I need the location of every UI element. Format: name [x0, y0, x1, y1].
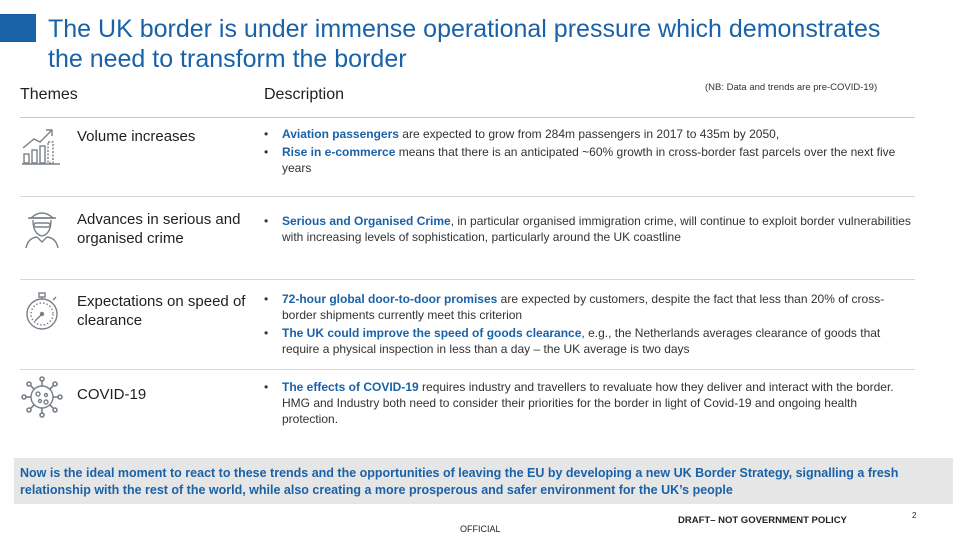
row-divider [20, 279, 915, 280]
virus-icon [20, 375, 64, 419]
row-divider [20, 369, 915, 370]
theme-label: COVID-19 [77, 386, 147, 403]
description-block [264, 126, 914, 178]
masked-person-icon [20, 206, 64, 250]
bullet-item: • 72-hour global door-to-door promises are expected by customers, despite the fact that less than 20% of cross-border shipments currently meet this criterion [264, 292, 885, 322]
bullet-item: • The UK could improve the speed of goods clearance, e.g., the Netherlands averages clearance of goods that require a physical inspection in less than a day – the UK average is two days [264, 326, 881, 356]
pre-covid-note: (NB: Data and trends are pre-COVID-19) [705, 82, 878, 93]
key-message-text: Now is the ideal moment to react to these trends and the opportunities of leaving the EU by developing a new UK Border Strategy, signalling a fresh relationship with the rest of the world, while also creating a more prosperous and safer environment for the UK’s people [20, 466, 899, 497]
stopwatch-icon [20, 289, 64, 333]
header-divider [20, 117, 915, 118]
theme-label: Expectations on speed of clearance [77, 293, 246, 329]
theme-label: Advances in serious and organised crime [77, 211, 241, 247]
bullet-item: • Serious and Organised Crime, in particular organised immigration crime, will continue to exploit border vulnerabilities with increasing levels of sophistication, particularly around the UK coastline [264, 214, 911, 244]
description-block [264, 213, 914, 247]
themes-header: Themes [20, 86, 78, 103]
bullet-item: • Rise in e-commerce means that there is an anticipated ~60% growth in cross-border fast parcels over the next five years [264, 145, 896, 175]
classification-label: OFFICIAL [460, 524, 501, 534]
description-block [264, 379, 914, 429]
title-accent-square [0, 14, 36, 42]
draft-label: DRAFT– NOT GOVERNMENT POLICY [678, 515, 847, 526]
key-message-box [14, 458, 953, 504]
page-number: 2 [912, 511, 917, 520]
theme-row-covid [20, 373, 915, 455]
slide-title: The UK border is under immense operational pressure which demonstrates the need to transform the border [48, 15, 881, 73]
bullet-item: • Aviation passengers are expected to grow from 284m passengers in 2017 to 435m by 2050, [264, 127, 780, 141]
theme-row-crime [20, 200, 915, 276]
growth-chart-icon [20, 122, 64, 166]
description-block [264, 291, 914, 359]
theme-row-volume [20, 120, 915, 194]
bullet-item: • The effects of COVID-19 requires industry and travellers to revaluate how they deliver and interact with the border. HMG and Industry both need to consider their priorities for the border in light of Covid-19 and ongoing health protection. [264, 380, 894, 426]
theme-row-clearance [20, 283, 915, 367]
row-divider [20, 196, 915, 197]
description-header: Description [264, 86, 345, 103]
theme-label: Volume increases [77, 128, 196, 145]
